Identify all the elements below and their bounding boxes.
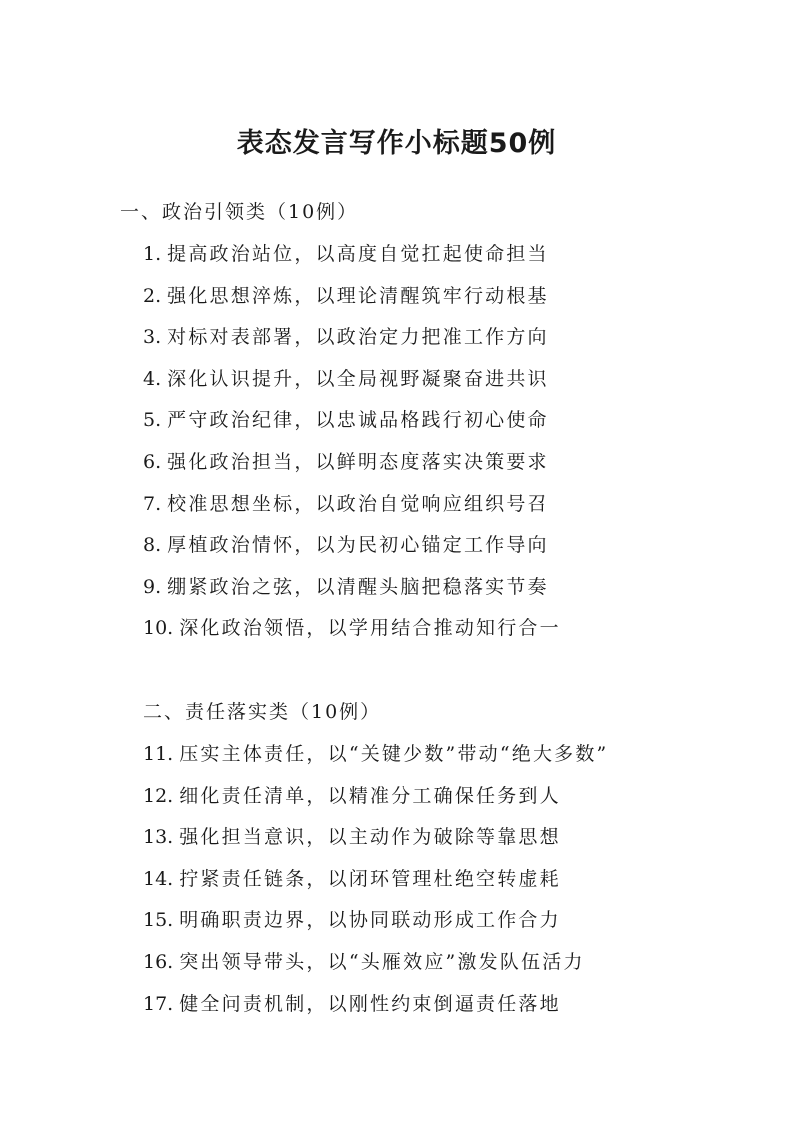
list-item bbox=[143, 323, 561, 365]
item-text: 厚植政治情怀，以为民初心锚定工作导向 bbox=[167, 534, 549, 557]
item-number: 11. bbox=[143, 743, 174, 765]
responsibility-list bbox=[143, 740, 608, 1031]
item-text: 强化思想淬炼，以理论清醒筑牢行动根基 bbox=[167, 284, 549, 307]
list-item bbox=[143, 282, 561, 324]
item-text: 拧紧责任链条，以闭环管理杜绝空转虚耗 bbox=[179, 867, 561, 890]
list-item bbox=[143, 490, 561, 532]
item-text: 深化认识提升，以全局视野凝聚奋进共识 bbox=[167, 367, 549, 390]
list-item bbox=[143, 614, 561, 656]
item-text: 强化政治担当，以鲜明态度落实决策要求 bbox=[167, 450, 549, 473]
item-text: 提高政治站位，以高度自觉扛起使命担当 bbox=[167, 243, 549, 265]
list-item bbox=[143, 740, 608, 782]
list-item bbox=[143, 448, 561, 490]
list-item bbox=[143, 990, 608, 1032]
list-item bbox=[143, 782, 608, 824]
item-text: 压实主体责任，以“关键少数”带动“绝大多数” bbox=[179, 743, 609, 765]
item-text: 校准思想坐标，以政治自觉响应组织号召 bbox=[167, 492, 549, 515]
list-item bbox=[143, 365, 561, 407]
list-item bbox=[143, 948, 608, 990]
item-text: 严守政治纪律，以忠诚品格践行初心使命 bbox=[167, 409, 549, 432]
document-title: 表态发言写作小标题50例 bbox=[236, 128, 557, 159]
item-number: 13. bbox=[143, 826, 174, 849]
item-number: 7. bbox=[143, 492, 162, 515]
item-text: 细化责任清单，以精准分工确保任务到人 bbox=[179, 784, 561, 807]
item-number: 4. bbox=[143, 367, 162, 390]
item-number: 10. bbox=[143, 617, 174, 640]
item-number: 12. bbox=[143, 784, 174, 807]
item-number: 2. bbox=[143, 284, 162, 307]
item-number: 14. bbox=[143, 867, 174, 890]
item-number: 1. bbox=[143, 243, 162, 265]
item-number: 17. bbox=[143, 992, 174, 1015]
item-text: 对标对表部署，以政治定力把准工作方向 bbox=[167, 326, 549, 349]
section-heading-political: 一、政治引领类（10例） bbox=[120, 201, 359, 223]
item-number: 16. bbox=[143, 950, 174, 973]
item-text: 明确职责边界，以协同联动形成工作合力 bbox=[179, 909, 561, 932]
list-item bbox=[143, 406, 561, 448]
item-text: 强化担当意识，以主动作为破除等靠思想 bbox=[179, 826, 561, 849]
item-number: 5. bbox=[143, 409, 162, 432]
item-number: 15. bbox=[143, 909, 174, 932]
item-number: 9. bbox=[143, 575, 162, 598]
item-text: 深化政治领悟，以学用结合推动知行合一 bbox=[179, 617, 561, 640]
list-item bbox=[143, 531, 561, 573]
item-number: 3. bbox=[143, 326, 162, 349]
section-heading-responsibility: 二、责任落实类（10例） bbox=[143, 701, 382, 723]
item-number: 8. bbox=[143, 534, 162, 557]
item-text: 绷紧政治之弦，以清醒头脑把稳落实节奏 bbox=[167, 575, 549, 598]
list-item bbox=[143, 865, 608, 907]
item-text: 健全问责机制，以刚性约束倒逼责任落地 bbox=[179, 992, 561, 1015]
list-item bbox=[143, 906, 608, 948]
political-list bbox=[143, 240, 561, 656]
list-item bbox=[143, 823, 608, 865]
item-number: 6. bbox=[143, 450, 162, 473]
list-item bbox=[143, 240, 561, 282]
item-text: 突出领导带头，以“头雁效应”激发队伍活力 bbox=[179, 950, 585, 973]
list-item bbox=[143, 573, 561, 615]
